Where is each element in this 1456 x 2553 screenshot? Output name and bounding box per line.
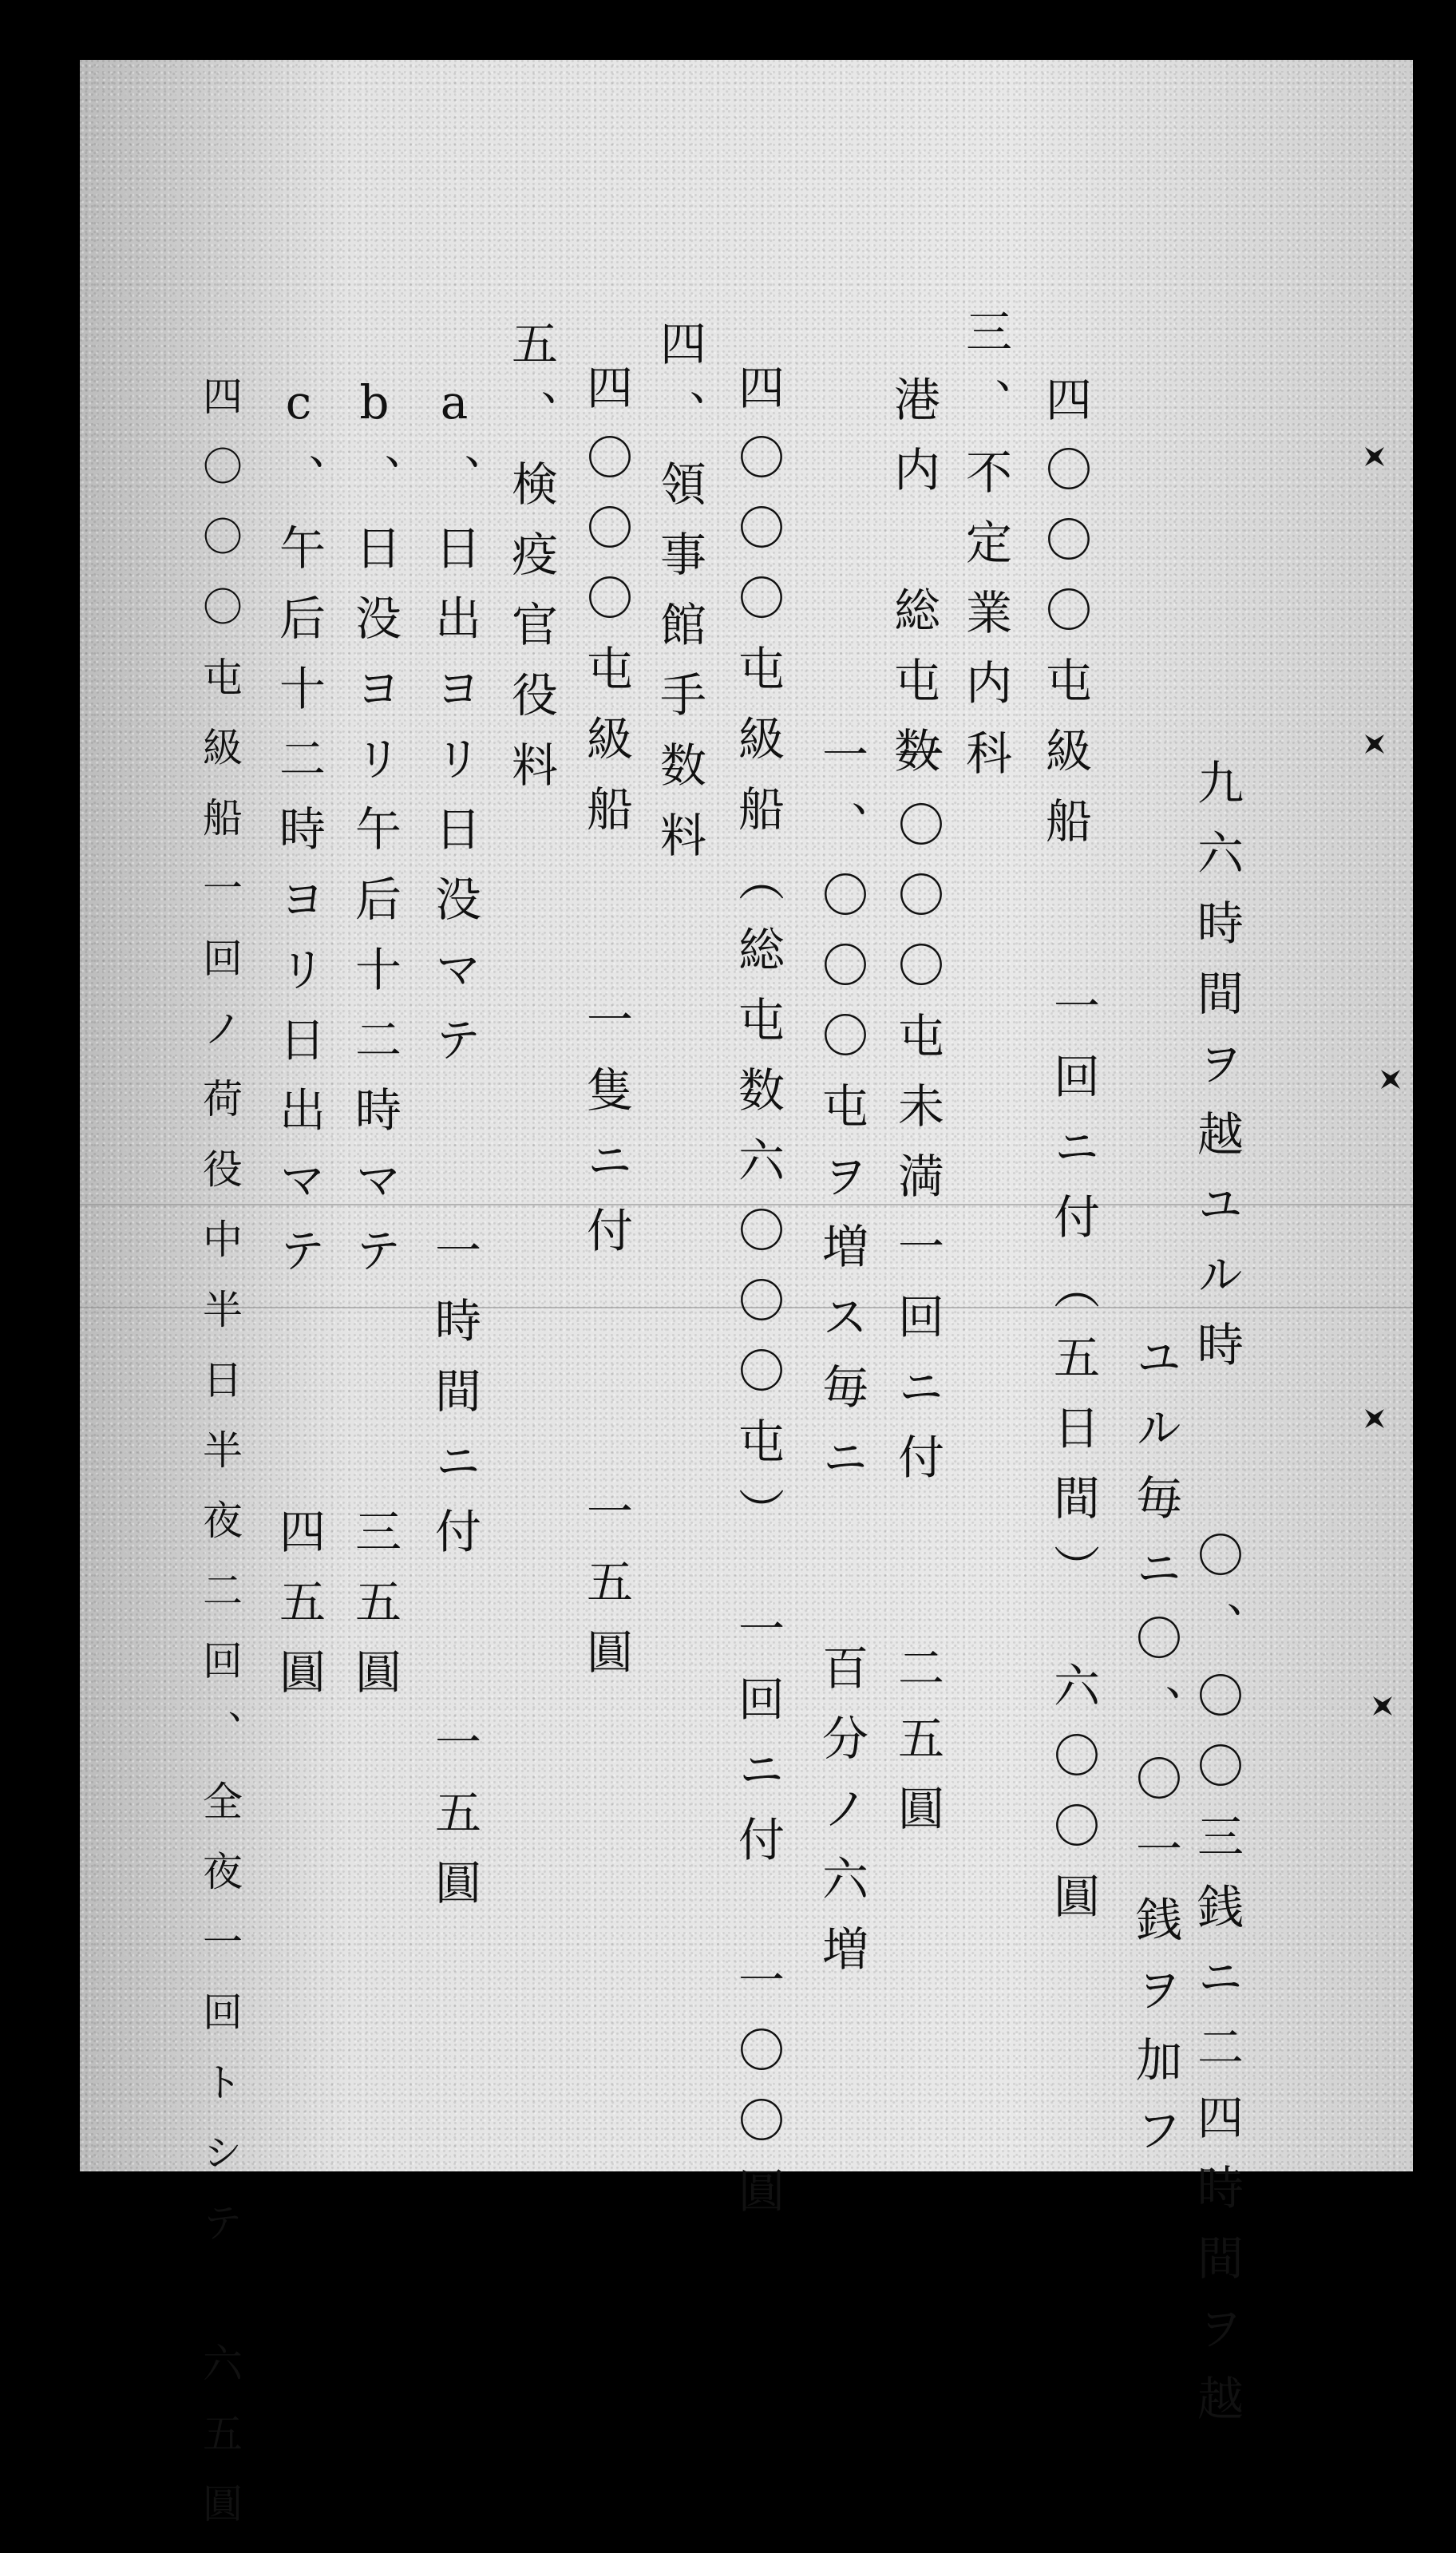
text-column: 港内 総屯数: [886, 375, 940, 797]
text-column: ユル毎ニ〇、〇一銭ヲ加フ: [1128, 1333, 1182, 2176]
text-column: 一、〇〇〇屯ヲ増ス毎ニ 百分ノ六増: [814, 730, 868, 1995]
text-column: 四〇〇〇屯級船 一隻ニ付 一五圓: [579, 363, 633, 1698]
text-column: 四〇〇〇屯級船: [1038, 375, 1092, 867]
text-column: 九六時間ヲ越ユル時 〇、〇〇三銭ニ二四時間ヲ越: [1189, 758, 1244, 2444]
text-column: 一回ニ付（五日間） 六〇〇圓: [1046, 982, 1100, 1942]
text-column: 三、不定業内科: [958, 307, 1012, 799]
text-column: 四〇〇〇屯級船一回ノ荷役中半日半夜二回、全夜一回トシテ 六五圓: [196, 375, 243, 2553]
text-column: c、午后十二時ヨリ日出マテ 四五圓: [271, 375, 326, 1718]
text-column: a、日出ヨリ日没マテ 一時間ニ付 一五圓: [427, 375, 481, 1929]
text-column: 四、領事館手数料: [652, 319, 706, 881]
text-column: b、日没ヨリ午后十二時マテ 三五圓: [347, 375, 402, 1718]
text-column: 五、検疫官役料: [504, 319, 558, 811]
text-column: 四〇〇〇屯級船（総屯数六〇〇〇屯） 一回ニ付 一〇〇圓: [730, 363, 785, 2237]
text-column: 一〇〇〇屯未満一回ニ付 二五圓: [890, 730, 944, 1854]
